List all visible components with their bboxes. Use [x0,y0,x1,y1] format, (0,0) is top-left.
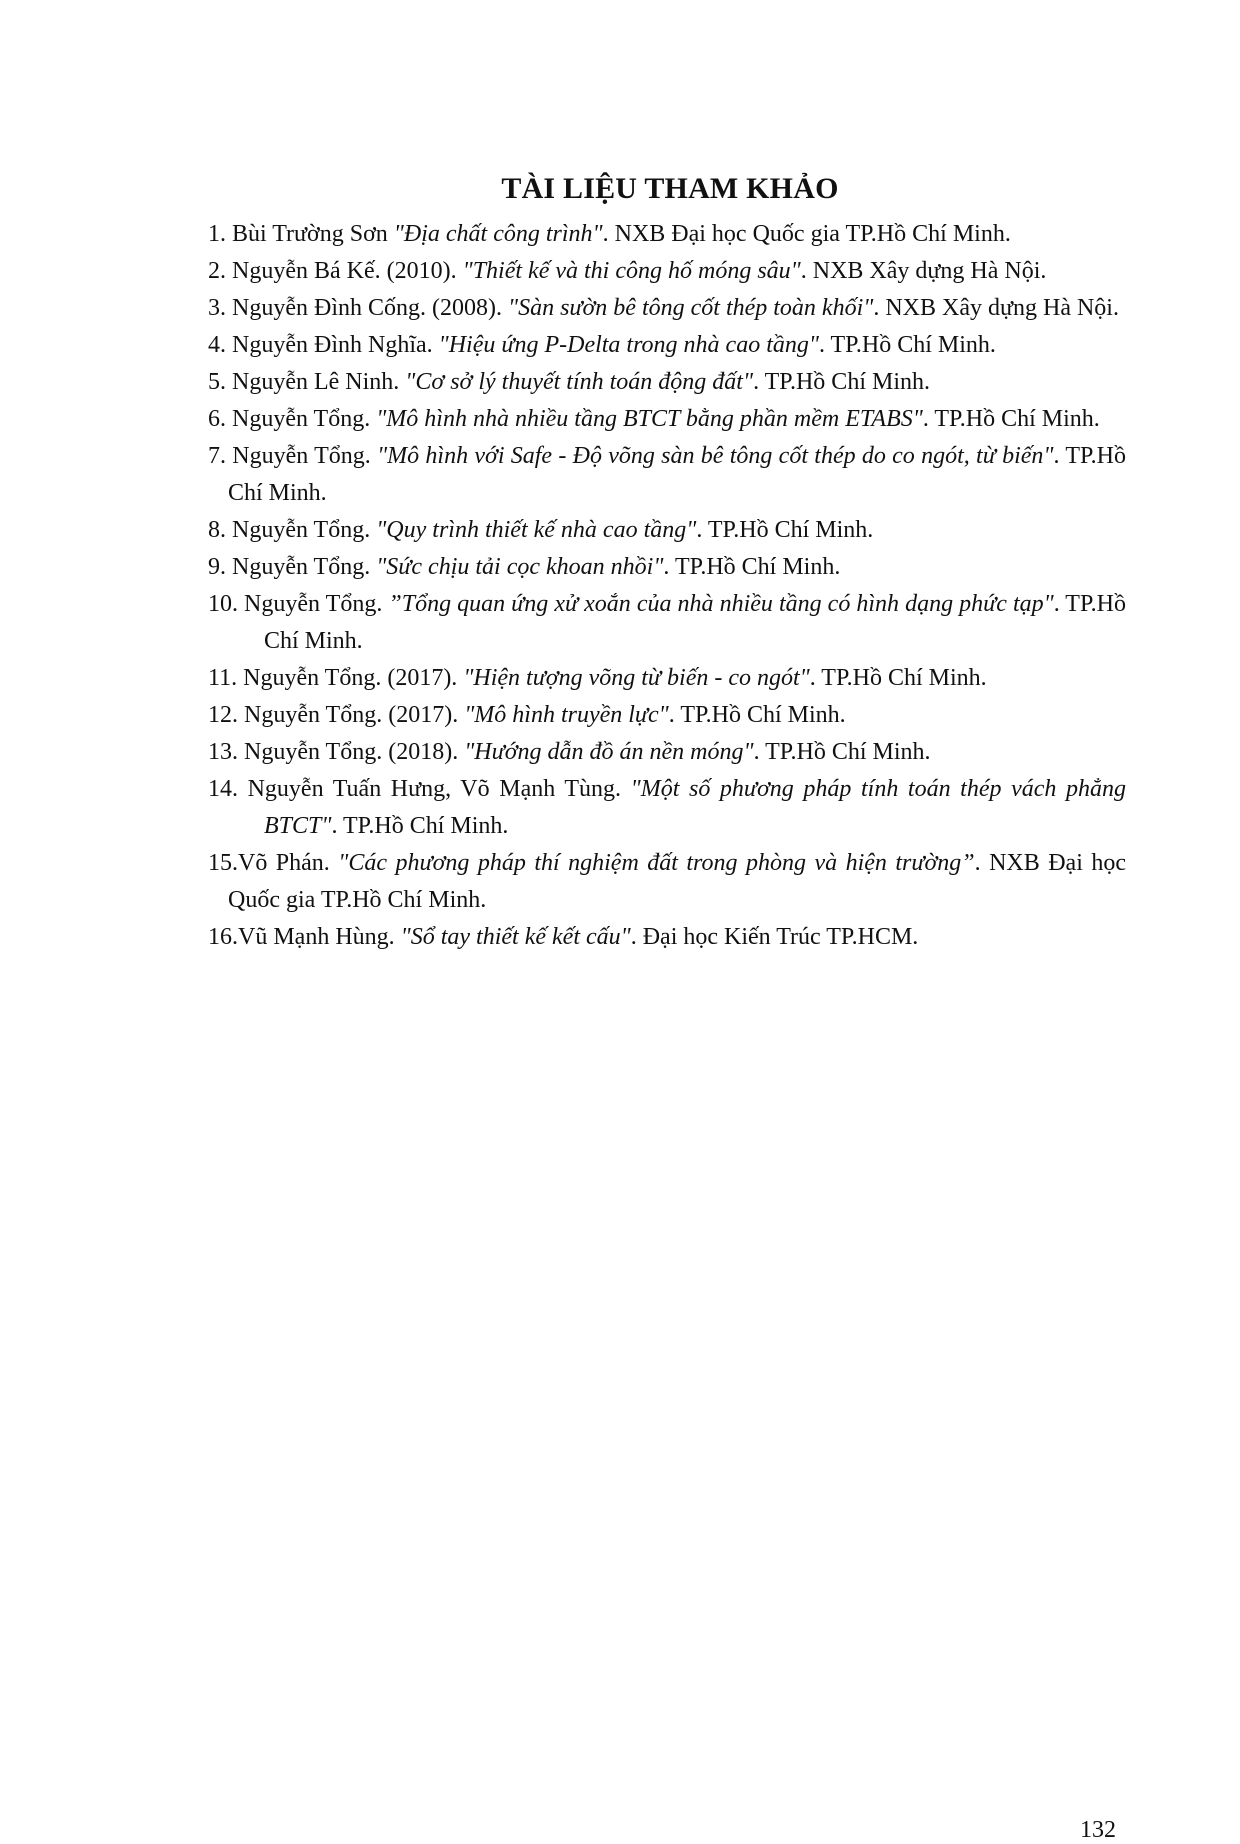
ref-number: 3. [208,295,226,321]
ref-title: "Hướng dẫn đồ án nền móng" [464,739,754,765]
ref-number: 16. [208,924,238,950]
reference-item [208,512,1126,549]
ref-title: "Mô hình truyền lực" [464,702,669,728]
reference-item [208,438,1126,512]
ref-authors: Võ Phán. [238,850,339,876]
ref-authors: Nguyễn Đình Nghĩa. [226,332,439,358]
ref-number: 7. [208,443,226,469]
ref-title: "Hiệu ứng P-Delta trong nhà cao tầng" [438,332,819,358]
ref-publisher: . TP.Hồ Chí Minh. [753,739,931,765]
ref-publisher: . TP.Hồ Chí Minh. [922,406,1100,432]
ref-publisher: . Đại học Kiến Trúc TP.HCM. [630,924,919,950]
ref-title: "Mô hình với Safe - Độ võng sàn bê tông cốt thép do co ngót, từ biến" [377,443,1054,469]
ref-publisher: . TP.Hồ Chí Minh. [753,369,930,395]
ref-authors: Nguyễn Tổng. (2018). [238,739,465,765]
ref-publisher: . TP.Hồ Chí Minh. [228,443,1126,506]
reference-item [208,586,1126,660]
ref-number: 1. [208,221,226,247]
ref-number: 8. [208,517,226,543]
ref-number: 9. [208,554,226,580]
reference-item [208,327,1126,364]
ref-title: "Hiện tượng võng từ biến - co ngót" [463,665,810,691]
ref-title: "Cơ sở lý thuyết tính toán động đất" [405,369,754,395]
reference-item [208,290,1126,327]
ref-number: 5. [208,369,226,395]
ref-publisher: . NXB Xây dựng Hà Nội. [873,295,1119,321]
ref-title: "Quy trình thiết kế nhà cao tầng" [376,517,697,543]
ref-title: "Sức chịu tải cọc khoan nhồi" [376,554,664,580]
ref-title: "Các phương pháp thí nghiệm đất trong phòng và hiện trường” [338,850,975,876]
ref-title: "Sổ tay thiết kế kết cấu" [400,924,631,950]
reference-item [208,845,1126,919]
reference-item [208,216,1126,253]
ref-number: 2. [208,258,226,284]
ref-authors: Nguyễn Tổng. (2017). [237,665,464,691]
ref-authors: Nguyễn Bá Kế. (2010). [226,258,463,284]
ref-number: 11. [208,665,238,691]
ref-publisher: . TP.Hồ Chí Minh. [696,517,874,543]
reference-item [208,364,1126,401]
ref-publisher: . TP.Hồ Chí Minh. [818,332,996,358]
ref-publisher: . TP.Hồ Chí Minh. [331,813,509,839]
ref-publisher: . TP.Hồ Chí Minh. [264,591,1126,654]
ref-publisher: . TP.Hồ Chí Minh. [809,665,987,691]
ref-number: 6. [208,406,226,432]
ref-authors: Nguyễn Tổng. [226,554,377,580]
ref-number: 15. [208,850,238,876]
ref-authors: Nguyễn Tổng. [238,591,389,617]
ref-authors: Nguyễn Lê Ninh. [226,369,406,395]
ref-publisher: . TP.Hồ Chí Minh. [668,702,846,728]
reference-item [208,660,1126,697]
ref-number: 14. [208,776,238,802]
reference-item [208,771,1126,845]
reference-item [208,549,1126,586]
reference-list [208,216,1126,956]
ref-publisher: . NXB Đại học Quốc gia TP.Hồ Chí Minh. [228,850,1126,913]
ref-publisher: . TP.Hồ Chí Minh. [663,554,841,580]
reference-item [208,919,1126,956]
ref-authors: Nguyễn Tổng. [226,406,377,432]
ref-authors: Nguyễn Tổng. [226,443,378,469]
reference-item [208,253,1126,290]
reference-item [208,401,1126,438]
ref-authors: Nguyễn Đình Cống. (2008). [226,295,508,321]
ref-publisher: . NXB Xây dựng Hà Nội. [800,258,1047,284]
page-number: 132 [1080,1817,1116,1843]
ref-publisher: . NXB Đại học Quốc gia TP.Hồ Chí Minh. [602,221,1011,247]
ref-title: ”Tổng quan ứng xử xoắn của nhà nhiều tầng có hình dạng phức tạp" [388,591,1054,617]
ref-title: "Một số phương pháp tính toán thép vách phẳng BTCT" [264,776,1126,839]
ref-authors: Nguyễn Tổng. [226,517,377,543]
page-title: TÀI LIỆU THAM KHẢO [501,172,839,205]
ref-title: "Địa chất công trình" [393,221,603,247]
ref-number: 13. [208,739,238,765]
ref-number: 12. [208,702,238,728]
ref-title: "Sàn sườn bê tông cốt thép toàn khối" [507,295,874,321]
ref-title: "Thiết kế và thi công hố móng sâu" [462,258,801,284]
ref-authors: Nguyễn Tuấn Hưng, Võ Mạnh Tùng. [238,776,631,802]
ref-authors: Vũ Mạnh Hùng. [238,924,401,950]
ref-number: 10. [208,591,238,617]
reference-item [208,697,1126,734]
reference-item [208,734,1126,771]
ref-authors: Bùi Trường Sơn [226,221,394,247]
ref-number: 4. [208,332,226,358]
ref-authors: Nguyễn Tổng. (2017). [238,702,465,728]
ref-title: "Mô hình nhà nhiều tầng BTCT bằng phần mềm ETABS" [376,406,923,432]
